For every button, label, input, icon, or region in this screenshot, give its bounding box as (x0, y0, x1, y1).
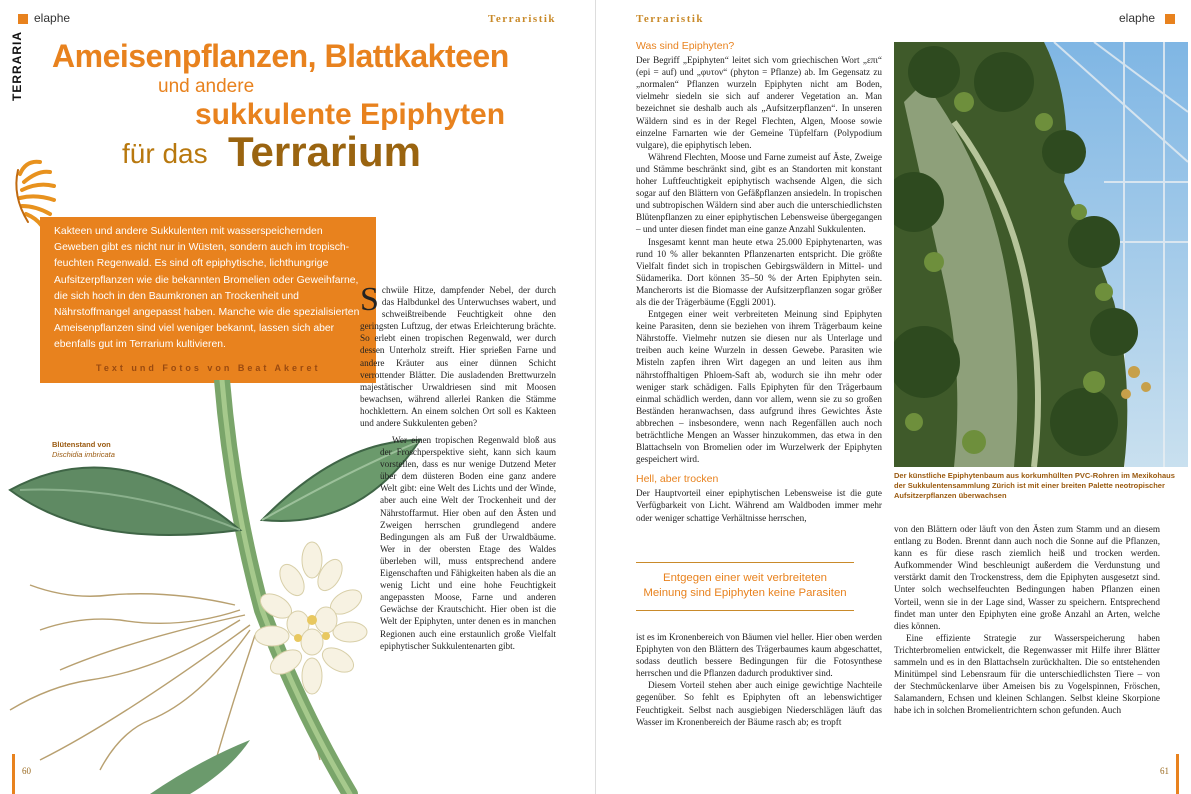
category-tag: TERRARIA (10, 31, 24, 101)
page-number-left: 60 (22, 766, 31, 776)
title-line-1: Ameisenpflanzen, Blattkakteen (52, 38, 509, 74)
body-intro-1: Schwüle Hitze, dampfender Nebel, der durch das Halbdunkel des Unterwuchses wabert, und schweißtreibende Feuchtigkeit ohne den geringsten Luftzug, der etwas Erleichterung brächte. So erlebt einen tropischen Regenwald, wer durch dessen Unterholz streift. Hier sprießen Farne und andere Kräuter aus einer dünnen Schicht verrottender Blätter. Die ausladenden Brettwurzeln majestätischer Urwaldriesen sind mit Moosen bewachsen, während allerlei Ranken die Stämme hochklettern. An einem solchen Ort soll es Kakteen und andere Sukkulenten geben? (360, 281, 556, 429)
plant-caption-species: Dischidia imbricata (52, 450, 115, 459)
byline: Text und Fotos von Beat Akeret (96, 363, 321, 373)
page-number-right: 61 (1160, 766, 1169, 776)
title-line-3: sukkulente Epiphyten (195, 98, 506, 131)
title-line-2: und andere (158, 76, 255, 97)
body-intro-2: Wer einen tropischen Regenwald bloß aus der Froschperspektive sieht, kann sich kaum vorstellen, dass es nur wenige Dutzend Meter über dem düsteren Boden eine ganz andere Welt gibt: eine Welt des Lichts und der Winde, aber auch eine Welt der Trockenheit und der Nährstoffarmut. Hier oben auf den Ästen und Zweigen herrschen grundlegend andere Bedingungen als am Fuß der Urwaldbäume. Wer in der obersten Etage des Waldes überleben will, muss entsprechend andere Eigenschaften und Fähigkeiten haben als die an wenig Licht und eine hohe Feuchtigkeit angepassten Moose, Farne und anderen Gewächse der Krautschicht. Hier oben ist die Welt der Epiphyten, unter denen es in manchen Regionen auch eine erstaunlich große Vielfalt epiphytischer Sukkulentenarten gibt. (380, 435, 556, 651)
photo-caption: Der künstliche Epiphytenbaum aus korkumhüllten PVC-Rohren im Mexikohaus der Sukkulentensammlung Zürich ist mit einer breiten Palette neotropischer Aufsitzerpflanzen überwachsen (894, 471, 1175, 500)
body-column-2: von den Blättern oder läuft von den Ästen zum Stamm und an diesem entlang zu Boden. Brennt dann auch noch die Sonne auf die Pflanzen, kann es für diese rasch ziemlich heiß und trocken werden. Aufkommender Wind beschleunigt außerdem die Verdunstung und verstärkt damit den Trockenstress, dem die Epiphyten ausgesetzt sind. Unter solch wechselfeuchten Bedingungen haben Pflanzen einen Vorteil, wenn sie in der Lage sind, Wasser zu speichern. Entsprechend findet man unter den Epiphyten eine große Anzahl an Arten, welche dies können. Eine effiziente Strategie zur Wasserspeicherung haben Trichterbromelien entwickelt, die Regenwasser mit Hilfe ihrer Blätter sammeln und es in den Blattachseln zurückhalten. Die so entstehenden Minitümpel sind Lebensraum für die unterschiedlichsten Tiere – von der Stechmückenlarve über Ameisen bis zu Vogelspinnen, Fröschen, Salamandern, Echsen und kleinen Schlangen. Selbst kleine Skorpione habe ich in solchen Bromelientrichtern schon gefunden. Auch (894, 524, 1160, 716)
body-column-1-continued: ist es im Kronenbereich von Bäumen viel heller. Hier oben werden Epiphyten von den Blättern des Trägerbaumes kaum abgeschattet, sodass deutlich bessere Bedingungen für die Fotosynthese herrschen und die Pflanzen dadurch produktiver sind. Diesem Vorteil stehen aber auch einige gewichtige Nachteile gegenüber. So fehlt es Epiphyten oft an lebenswichtiger Feuchtigkeit. Selbst nach ausgiebigen Niederschlägen läuft das Wasser im Kronenbereich der Bäume rasch ab; es tropft (636, 632, 882, 727)
magazine-name: elaphe (34, 11, 71, 25)
plant-caption-title: Blütenstand von (52, 440, 111, 449)
left-page (0, 0, 595, 794)
body-column-1: Was sind Epiphyten? Der Begriff „Epiphyten“ leitet sich vom griechischen Wort „επι“ (epi = auf) und „φυτον“ (phyton = Pflanze) ab. Im Gegensatz zu „normalen“ Pflanzen wurzeln Epiphyten nicht am Boden, vielmehr siedeln sie sich auf anderer Vegetation an. Man bezeichnet sie deshalb auch als „Aufsitzerpflanzen“. In unseren Wäldern sind es in der Regel Flechten, Algen, Moose sowie einzelne Farnarten wie der Gemeine Tüpfelfarn (Polypodium vulgare), die epiphytisch leben. Während Flechten, Moose und Farne zumeist auf Äste, Zweige und Stämme beschränkt sind, gibt es an Standorten mit konstant hoher Luftfeuchtigkeit epiphytisch wachsende Algen, die sich sogar auf den Blättern von Gefäßpflanzen ansiedeln. In tropischen und subtropischen Wäldern sind aber auch die unterschiedlichsten Blütenpflanzen zu einer epiphytischen Lebensweise übergegangen – und unter diesen findet man eine ganze Anzahl Sukkulenten. Insgesamt kennt man heute etwa 25.000 Epiphytenarten, was rund 10 % aller bekannten Pflanzenarten entspricht. Die größte Vielfalt findet sich in tropischen Gebirgswäldern in Mittel- und Südamerika. Dort können 35–50 % der Arten Epiphyten sein. Mancherorts ist die Biomasse der Aufsitzerpflanzen sogar größer als die der Trägerbäume (Eggli 2001). Entgegen einer weit verbreiteten Meinung sind Epiphyten keine Parasiten, denn sie beziehen von ihrem Trägerbaum keine Nährstoffe. Vielmehr nutzen sie diesen nur als Unterlage und treiben auch keine Wurzeln in dessen Gewebe. Parasiten wie Misteln zapfen ihren Wirt dagegen an und leiten aus ihm nährstoffhaltigen Phloem-Saft ab, wodurch sie ihn mehr oder weniger stark schädigen. Falls Epiphyten für den Trägerbaum einmal schädlich werden, dann vor allem, wenn sie zu so großen Beständen heranwachsen, dass aufgrund ihres Gewichtes Äste abbrechen – insbesondere, wenn nach Regenfällen auch noch beträchtliche Mengen an Wasser hinzukommen, das etwa in den Blattachseln von Bromelien oder im Wurzelwerk der Epiphyten gespeichert wird. Hell, aber trocken Der Hauptvorteil einer epiphytischen Lebensweise ist die gute Verfügbarkeit von Licht. Während am Waldboden immer mehr oder weniger schattige Verhältnisse herrschen, (636, 40, 882, 523)
pull-quote: Entgegen einer weit verbreiteten Meinung sind Epiphyten keine Parasiten (636, 562, 854, 611)
teaser-text: Kakteen und andere Sukkulenten mit wasserspeichernden Geweben gibt es nicht nur in Wüsten, sondern auch im tropisch-feuchten Regenwald. Es sind oft epiphytische, lichthungrige Aufsitzerpflanzen wie die bekannten Bromelien oder Geweihfarne, die sich hoch in den Baumkronen an Trockenheit und Nährstoffmangel angepasst haben. Manche wie die spezialisierten Ameisenpflanzen sind viel weniger bekannt, lassen sich aber ebenfalls gut im Terrarium kultivieren. (54, 226, 360, 351)
subheading-hell-aber-trocken: Hell, aber trocken (636, 473, 719, 486)
right-page (596, 0, 1191, 794)
section-label: Terraristik (488, 13, 557, 25)
section-label-right: Terraristik (636, 13, 705, 25)
subheading-epiphyten: Was sind Epiphyten? (636, 40, 735, 52)
magazine-name-right: elaphe (1119, 11, 1156, 25)
plant-caption (52, 440, 182, 460)
title-line-4: für das (122, 138, 208, 169)
epiphyte-tree-photo (894, 42, 1188, 467)
page-bar-left (12, 754, 15, 794)
teaser-box (40, 217, 376, 383)
title-line-5: Terrarium (228, 128, 421, 175)
dropcap: S (360, 281, 379, 318)
brand-square-icon-right (1165, 14, 1175, 24)
page-bar-right (1176, 754, 1179, 794)
brand-square-icon (18, 14, 28, 24)
